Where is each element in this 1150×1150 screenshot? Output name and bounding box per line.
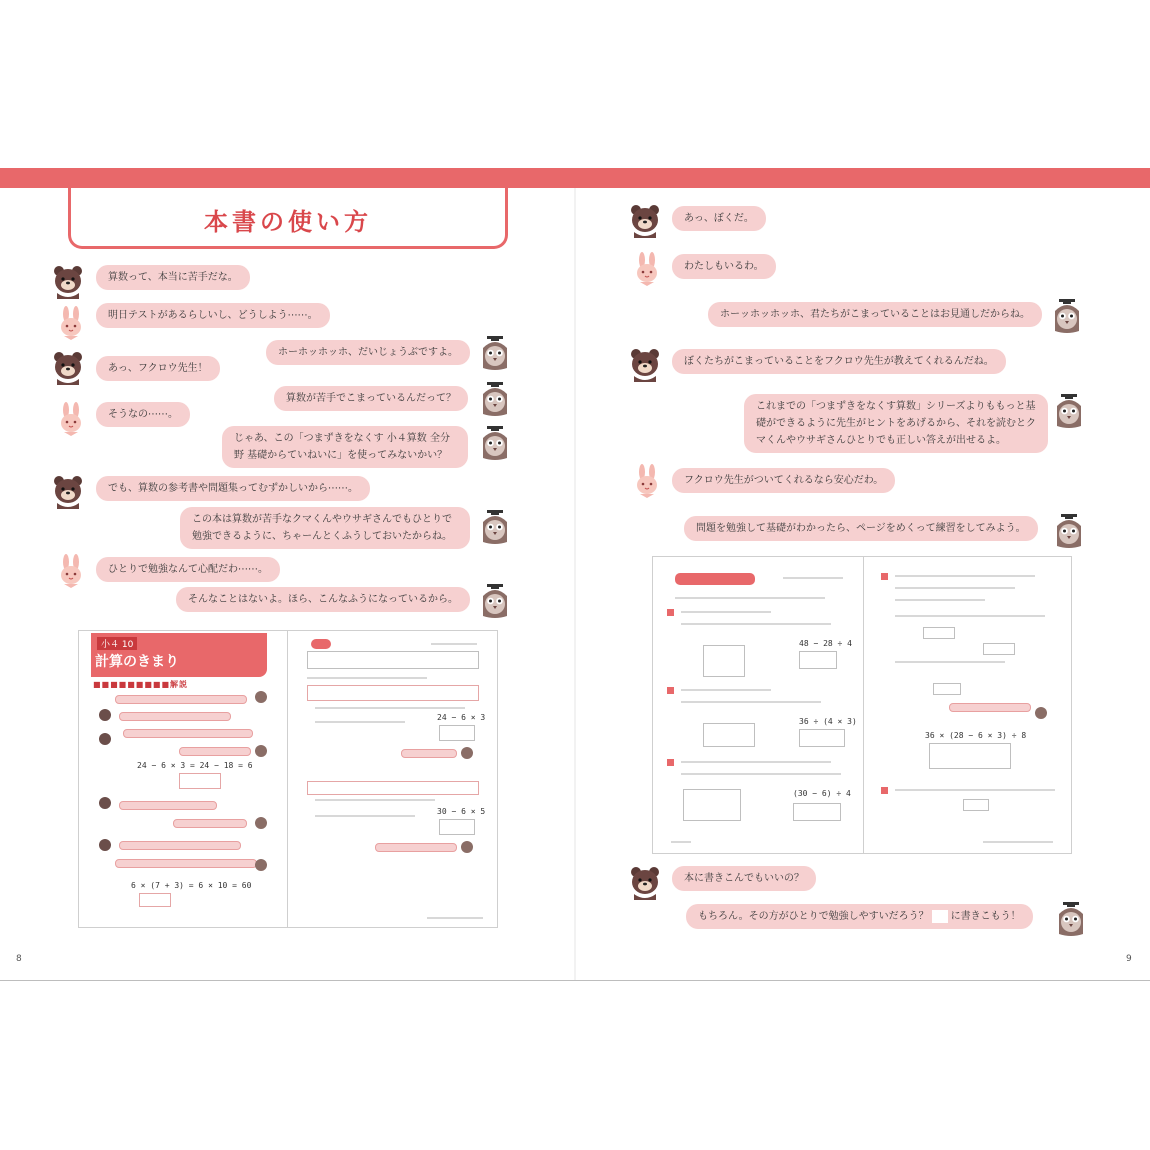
owl-teacher-icon [255, 817, 267, 829]
owl-teacher-icon [1035, 707, 1047, 719]
owl-teacher-icon [1052, 299, 1082, 333]
speech-bubble: 問題を勉強して基礎がわかったら、ページをめくって練習をしてみよう。 [684, 516, 1038, 541]
preview-line [895, 587, 1015, 589]
owl-teacher-icon [255, 691, 267, 703]
preview-line [431, 643, 477, 645]
header-bar [0, 168, 1150, 188]
bear-icon [53, 265, 83, 299]
owl-teacher-icon [461, 747, 473, 759]
speech-bubble: そうなの⋯⋯。 [96, 402, 190, 427]
rabbit-icon [56, 402, 86, 436]
preview-number [667, 609, 674, 616]
preview-unit-label: 小４ 10 [97, 637, 137, 650]
preview-equation: 24 − 6 × 3 = 24 − 18 = 6 [137, 761, 253, 770]
speech-bubble [686, 904, 1033, 929]
preview-line [895, 661, 1005, 663]
speech-bubble: フクロウ先生がついてくれるなら安心だわ。 [672, 468, 895, 493]
owl-teacher-icon [255, 859, 267, 871]
preview-box [179, 773, 221, 789]
preview-line [315, 815, 415, 817]
preview-box [963, 799, 989, 811]
preview-box [703, 645, 745, 677]
owl-teacher-icon [1054, 394, 1084, 428]
sample-page-preview-right [652, 556, 1072, 854]
preview-gutter [287, 631, 288, 927]
preview-line [895, 599, 985, 601]
page-title: 本書の使い方 [204, 208, 372, 236]
sample-page-preview-left [78, 630, 498, 928]
title-box [68, 188, 508, 249]
preview-number [881, 787, 888, 794]
rabbit-icon [632, 252, 662, 286]
preview-bubble [949, 703, 1031, 712]
rabbit-icon [56, 306, 86, 340]
owl-teacher-icon [480, 584, 510, 618]
preview-line [895, 789, 1055, 791]
preview-box [307, 781, 479, 795]
speech-bubble: この本は算数が苦手なクマくんやウサギさんでもひとりで勉強できるように、ちゃーんとくふうしておいたからね。 [180, 507, 470, 549]
preview-line [681, 773, 841, 775]
preview-line [681, 611, 771, 613]
bear-icon [99, 733, 111, 745]
page-gutter [574, 188, 576, 980]
preview-box [439, 725, 475, 741]
preview-line [427, 917, 483, 919]
preview-bubble [401, 749, 457, 758]
speech-bubble: ひとりで勉強なんて心配だわ⋯⋯。 [96, 557, 280, 582]
preview-line [681, 623, 831, 625]
bear-icon [99, 839, 111, 851]
preview-line [671, 841, 691, 843]
preview-box [703, 723, 755, 747]
owl-teacher-icon [480, 426, 510, 460]
speech-bubble: あっ、ぼくだ。 [672, 206, 766, 231]
preview-bubble [375, 843, 457, 852]
answer-blank-box [932, 910, 948, 923]
preview-gutter [863, 557, 864, 853]
preview-box [793, 803, 841, 821]
speech-text: もちろん。その方がひとりで勉強しやすいだろう？ [698, 911, 929, 922]
preview-subtitle: ■■■■■■■■■解説 [93, 680, 189, 689]
preview-line [681, 761, 831, 763]
speech-bubble: じゃあ、この「つまずきをなくす 小４算数 全分野 基礎からていねいに」を使ってみないかい？ [222, 426, 468, 468]
preview-title: 計算のきまり [95, 654, 179, 670]
preview-bubble [119, 712, 231, 721]
preview-line [315, 799, 435, 801]
preview-line [783, 577, 843, 579]
preview-box [439, 819, 475, 835]
preview-line [681, 689, 771, 691]
preview-line [895, 575, 1035, 577]
preview-box [307, 651, 479, 669]
preview-equation: (30 − 6) ÷ 4 [793, 789, 851, 798]
bear-icon [630, 348, 660, 382]
speech-bubble: でも、算数の参考書や問題集ってむずかしいから⋯⋯。 [96, 476, 370, 501]
speech-bubble: わたしもいるわ。 [672, 254, 776, 279]
speech-bubble: 算数が苦手でこまっているんだって？ [274, 386, 468, 411]
preview-line [307, 677, 427, 679]
preview-equation: 24 − 6 × 3 [437, 713, 486, 722]
preview-box [983, 643, 1015, 655]
preview-bubble [173, 819, 247, 828]
preview-bubble [179, 747, 251, 756]
book-spread [0, 168, 1150, 981]
preview-number [667, 759, 674, 766]
owl-teacher-icon [1056, 902, 1086, 936]
speech-bubble: これまでの「つまずきをなくす算数」シリーズよりももっと基礎ができるように先生がヒントをあげるから、それを読むとクマくんやウサギさんひとりでも正しい答えが出せるよ。 [744, 394, 1048, 453]
preview-bubble [115, 859, 257, 868]
speech-bubble: ホーッホッホッホ、君たちがこまっていることはお見通しだからね。 [708, 302, 1042, 327]
page-number-left: 8 [16, 954, 22, 964]
preview-equation: 6 × (7 + 3) = 6 × 10 = 60 [131, 881, 252, 890]
preview-equation: 48 − 28 ÷ 4 [799, 639, 852, 648]
preview-box [799, 729, 845, 747]
preview-box [139, 893, 171, 907]
preview-line [315, 707, 465, 709]
bear-icon [53, 351, 83, 385]
preview-line [983, 841, 1053, 843]
bear-icon [99, 797, 111, 809]
owl-teacher-icon [255, 745, 267, 757]
speech-bubble: そんなことはないよ。ほら、こんなふうになっているから。 [176, 587, 470, 612]
preview-line [895, 615, 1045, 617]
bear-icon [630, 866, 660, 900]
owl-teacher-icon [461, 841, 473, 853]
preview-number [667, 687, 674, 694]
preview-equation: 36 × (28 − 6 × 3) ÷ 8 [925, 731, 1027, 740]
preview-bubble [119, 801, 217, 810]
owl-teacher-icon [480, 336, 510, 370]
preview-number [881, 573, 888, 580]
rabbit-icon [632, 464, 662, 498]
speech-bubble: 算数って、本当に苦手だな。 [96, 265, 250, 290]
preview-bubble [115, 695, 247, 704]
speech-bubble: ホーホッホッホ、だいじょうぶですよ。 [266, 340, 470, 365]
preview-line [675, 597, 825, 599]
preview-box [933, 683, 961, 695]
preview-line [681, 701, 821, 703]
rabbit-icon [56, 554, 86, 588]
speech-bubble: ぼくたちがこまっていることをフクロウ先生が教えてくれるんだね。 [672, 349, 1006, 374]
bear-icon [99, 709, 111, 721]
preview-box [799, 651, 837, 669]
speech-bubble: あっ、フクロウ先生！ [96, 356, 220, 381]
preview-bubble [123, 729, 253, 738]
owl-teacher-icon [480, 510, 510, 544]
preview-box [923, 627, 955, 639]
preview-box [929, 743, 1011, 769]
preview-heading-tag [675, 573, 755, 585]
preview-heading-tag [311, 639, 331, 649]
owl-teacher-icon [1054, 514, 1084, 548]
speech-bubble: 明日テストがあるらしいし、どうしよう⋯⋯。 [96, 303, 330, 328]
preview-equation: 36 ÷ (4 × 3) [799, 717, 857, 726]
bear-icon [630, 204, 660, 238]
owl-teacher-icon [480, 382, 510, 416]
preview-bubble [119, 841, 241, 850]
speech-bubble: 本に書きこんでもいいの？ [672, 866, 816, 891]
preview-box [307, 685, 479, 701]
preview-line [315, 721, 405, 723]
speech-text: に書きこもう！ [950, 911, 1021, 922]
page-number-right: 9 [1126, 954, 1132, 964]
bear-icon [53, 475, 83, 509]
preview-equation: 30 − 6 × 5 [437, 807, 486, 816]
preview-box [683, 789, 741, 821]
